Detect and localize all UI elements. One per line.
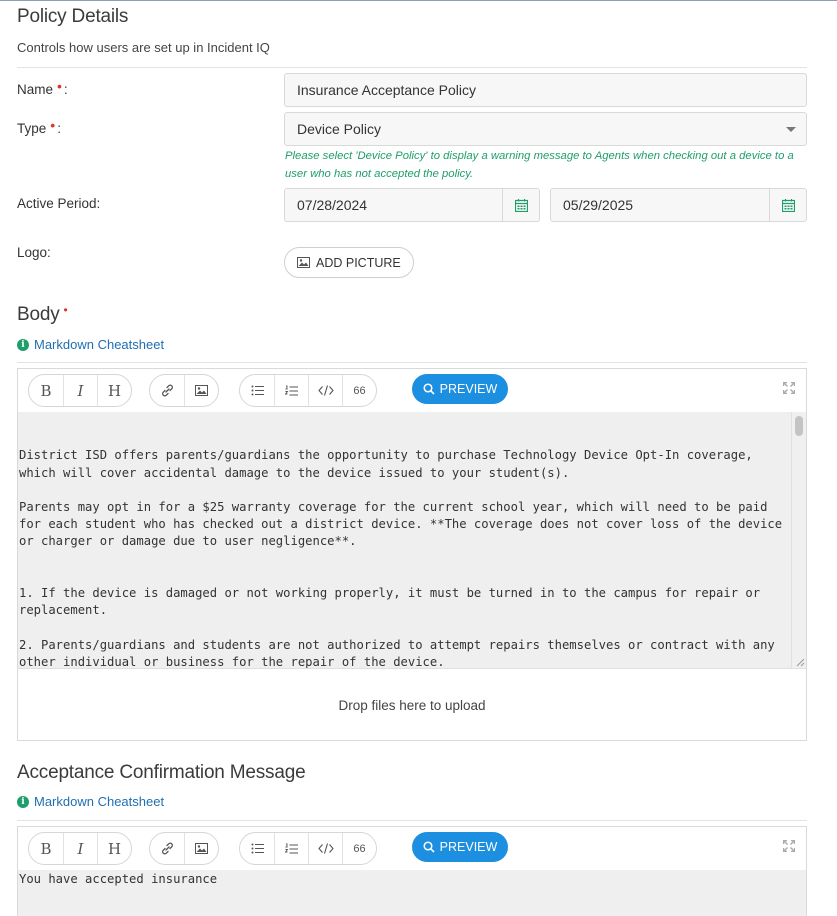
required-mark: • [50,117,56,133]
bold-button[interactable]: B [40,381,52,400]
numbered-list-icon [285,843,298,855]
body-preview-button[interactable]: PREVIEW [412,374,508,404]
end-date-picker-button[interactable] [769,189,806,221]
block-group [239,374,377,407]
insert-group [149,832,219,865]
body-title: Body • [17,303,68,325]
scrollbar-thumb[interactable] [795,416,803,436]
name-input[interactable]: Insurance Acceptance Policy [284,73,807,107]
resize-grip-icon[interactable] [796,658,805,667]
page-title: Policy Details [17,6,129,27]
expand-icon [783,840,795,852]
body-textarea-content: District ISD offers parents/guardians the opportunity to purchase Technology Device Opt-In coverage, which will cover accidental damage to the device issued to your student(s). Parents may opt in for a $25 warranty coverage for the current school year, which will need to be paid for each student who has checked out a district device. **The coverage does not cover loss of the device or charger or damage due to user negligence**. 1. If the device is damaged or not working properly, it must be turned in to the campus for repair or replacement. 2. Parents/guardians and students are not authorized to attempt repairs themselves or contract with any other individual or business for the repair of the device. [19,448,783,668]
numbered-list-button[interactable] [274,833,308,864]
body-cheatsheet-link[interactable]: i Markdown Cheatsheet [17,337,164,352]
insert-group [149,374,219,407]
end-date-input[interactable]: 05/29/2025 [550,188,807,222]
bullet-list-icon [251,385,264,396]
image-icon [195,843,208,854]
required-mark: • [63,303,68,317]
italic-button[interactable]: I [63,833,97,864]
image-button[interactable] [184,375,218,406]
search-icon [423,841,435,853]
body-scrollbar[interactable] [791,412,806,668]
chevron-down-icon [786,127,796,132]
fullscreen-button[interactable] [783,381,795,399]
page-subtitle: Controls how users are set up in Incident IQ [17,40,270,55]
link-icon [160,841,175,856]
code-button[interactable] [308,833,342,864]
heading-button[interactable]: H [97,833,131,864]
start-date-input[interactable]: 07/28/2024 [284,188,540,222]
expand-icon [783,382,795,394]
type-label: Type • : [17,117,61,136]
code-icon [318,843,334,854]
heading-button[interactable]: H [97,375,131,406]
body-textarea[interactable] [18,412,806,668]
add-picture-button[interactable]: ADD PICTURE [284,247,414,278]
acceptance-title: Acceptance Confirmation Message [17,762,306,783]
format-group [28,832,132,865]
bold-button[interactable]: B [40,839,52,858]
required-mark: • [57,78,62,94]
divider [17,820,807,821]
info-icon: i [17,339,29,351]
image-icon [195,385,208,396]
image-icon [297,257,310,268]
italic-button[interactable]: I [63,375,97,406]
divider [17,67,807,68]
link-button[interactable] [150,375,184,406]
bullet-list-button[interactable] [240,375,274,406]
link-icon [160,383,175,398]
logo-label: Logo: [17,245,51,260]
info-icon: i [17,796,29,808]
active-period-label: Active Period: [17,196,101,211]
type-select[interactable]: Device Policy [284,112,807,146]
format-group [28,374,132,407]
link-button[interactable] [150,833,184,864]
file-dropzone[interactable]: Drop files here to upload [18,668,806,741]
divider [17,362,807,363]
image-button[interactable] [184,833,218,864]
name-label: Name • : [17,78,68,97]
acceptance-preview-button[interactable]: PREVIEW [412,832,508,862]
editor-toolbar [18,369,806,412]
bullet-list-icon [251,843,264,854]
fullscreen-button[interactable] [783,839,795,857]
start-date-picker-button[interactable] [502,189,539,221]
acceptance-textarea[interactable]: You have accepted insurance [18,870,806,916]
quote-button[interactable]: 66 [342,375,376,406]
body-editor [17,368,807,741]
acceptance-editor [17,826,807,916]
top-border [0,0,837,1]
type-hint: Please select 'Device Policy' to display a warning message to Agents when checking out a device to a user who has not accepted the policy. [285,150,794,180]
acceptance-cheatsheet-link[interactable]: i Markdown Cheatsheet [17,794,164,809]
code-icon [318,385,334,396]
code-button[interactable] [308,375,342,406]
bullet-list-button[interactable] [240,833,274,864]
calendar-icon [782,199,795,212]
search-icon [423,383,435,395]
block-group [239,832,377,865]
numbered-list-icon [285,385,298,397]
numbered-list-button[interactable] [274,375,308,406]
calendar-icon [515,199,528,212]
quote-button[interactable]: 66 [342,833,376,864]
editor-toolbar [18,827,806,870]
